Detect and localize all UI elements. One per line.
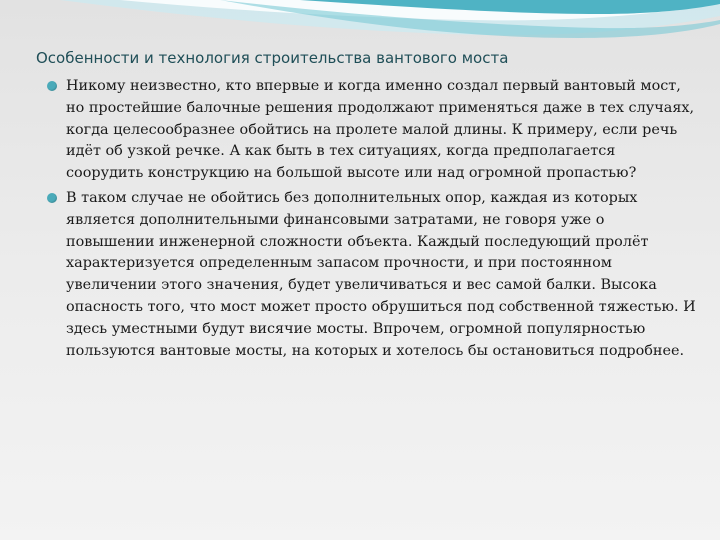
bullet-dot-icon	[47, 193, 57, 203]
bullet-item-1	[47, 76, 697, 185]
bullet-item-2	[47, 188, 697, 362]
bullet-text: В таком случае не обойтись без дополнительных опор, каждая из которых является дополнительными финансовыми затратами, не говоря уже о повышении инженерной сложности объекта. Каждый последующий пролёт характеризуется определенным запасом прочности, и при постоянном увеличении этого значения, будет увеличиваться и вес самой балки. Высока опасность того, что мост может просто обрушиться под собственной тяжестью. И здесь уместными будут висячие мосты. Впрочем, огромной популярностью пользуются вантовые мосты, на которых и хотелось бы остановиться подробнее.	[66, 189, 696, 359]
bullet-list	[47, 76, 697, 365]
bullet-text: Никому неизвестно, кто впервые и когда именно создал первый вантовый мост, но простейшие балочные решения продолжают применяться даже в тех случаях, когда целесообразнее обойтись на пролете малой длины. К примеру, если речь идёт об узкой речке. А как быть в тех ситуациях, когда предполагается соорудить конструкцию на большой высоте или над огромной пропастью?	[66, 78, 695, 182]
bullet-dot-icon	[47, 81, 57, 91]
slide-title: Особенности и технология строительства вантового моста	[36, 49, 509, 67]
